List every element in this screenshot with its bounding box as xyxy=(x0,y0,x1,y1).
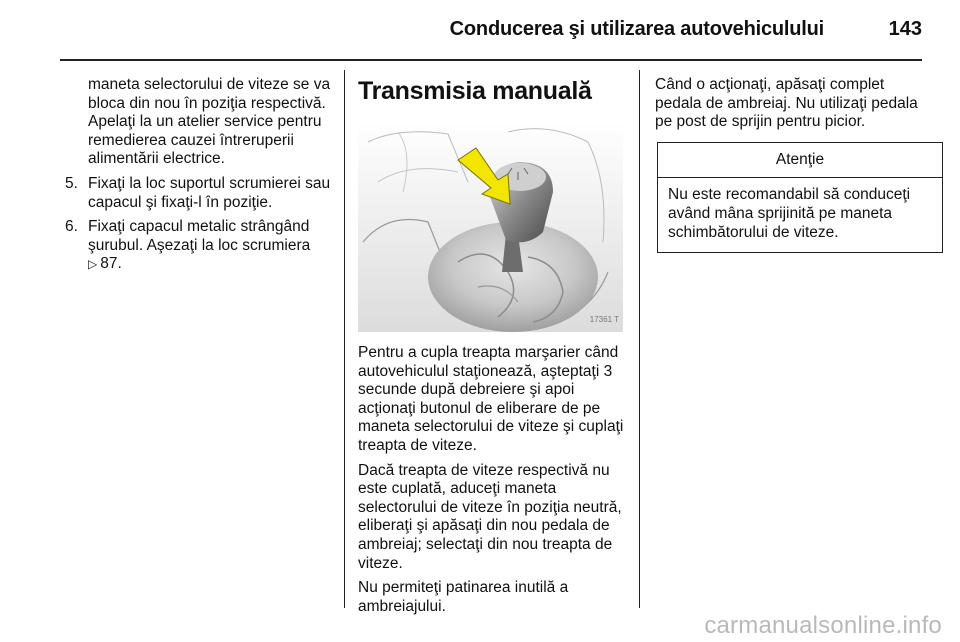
warning-box xyxy=(657,142,943,253)
list-number: 6. xyxy=(65,218,78,236)
page-number: 143 xyxy=(888,18,922,40)
figure-code: 17361 T xyxy=(589,315,619,325)
continuation-paragraph: maneta selectorului de viteze se va bloca din nou în poziţia respectivă. Apelaţi la un atelier service pentru remedierea cauzei întreruperii alimentării electrice. xyxy=(88,76,331,168)
paragraph: Când o acţionaţi, apăsaţi complet pedala de ambreiaj. Nu utilizaţi pedala pe post de sprijin pentru picior. xyxy=(655,76,918,131)
watermark: carmanualsonline.info xyxy=(704,612,942,639)
list-item xyxy=(65,175,335,212)
section-heading: Transmisia manuală xyxy=(358,77,592,105)
header-rule xyxy=(60,59,922,61)
column-divider-left xyxy=(344,70,345,608)
warning-text: Nu este recomandabil să conduceţi având mâna sprijinită pe maneta schimbătorului de viteze. xyxy=(668,186,911,241)
list-item xyxy=(65,218,335,274)
paragraph: Nu permiteţi patinarea inutilă a ambreiajului. xyxy=(358,579,569,615)
xref-page[interactable]: 87. xyxy=(100,255,122,273)
list-number: 5. xyxy=(65,174,78,192)
list-text: Fixaţi la loc suportul scrumierei sau capacul şi fixaţi-l în poziţie. xyxy=(88,174,331,211)
paragraph: Pentru a cupla treapta marşarier când autovehiculul staţionează, aşteptaţi 3 secunde după debreiere şi apoi acţionaţi butonul de eliberare de pe maneta selectorului de viteze şi cuplaţi treapta de viteze. xyxy=(358,344,624,454)
column-left xyxy=(65,76,335,280)
gear-shift-illustration xyxy=(358,122,623,332)
warning-title: Atenţie xyxy=(658,143,942,179)
column-right xyxy=(655,76,920,253)
header-title: Conducerea şi utilizarea autovehiculului xyxy=(449,18,824,40)
column-divider-right xyxy=(639,70,640,608)
paragraph: Dacă treapta de viteze respectivă nu este cuplată, aduceţi maneta selectorului de viteze în poziţia neutră, eliberaţi şi apăsaţi din nou pedala de ambreiaj; selectaţi din nou treapta de viteze. xyxy=(358,461,622,572)
list-text: Fixaţi capacul metalic strângând şurubul. Aşezaţi la loc scrumiera xyxy=(88,218,311,254)
column-middle xyxy=(358,76,628,622)
arrow-reference-icon: ▷ xyxy=(88,257,98,272)
